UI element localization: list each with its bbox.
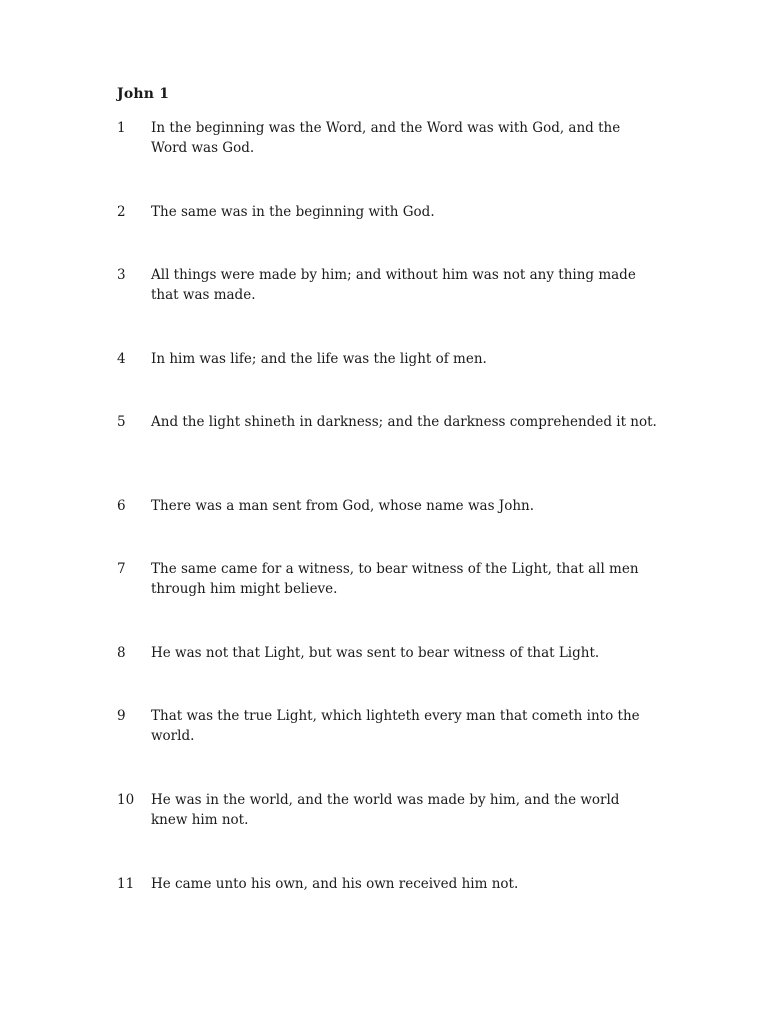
- verse-number: 4: [117, 351, 126, 367]
- verse-text: That was the true Light, which lighteth every man that cometh into the world.: [151, 708, 640, 744]
- verse-number: 5: [117, 414, 126, 430]
- page-title: John 1: [117, 86, 170, 102]
- verse: [117, 706, 657, 746]
- verse-text: He was in the world, and the world was made by him, and the world knew him not.: [151, 792, 620, 828]
- verse-number: 3: [117, 267, 126, 283]
- verse: [117, 496, 657, 516]
- verse-number: 8: [117, 645, 126, 661]
- verse-text: There was a man sent from God, whose name was John.: [151, 498, 535, 514]
- verse: [117, 790, 657, 830]
- verse-text: He was not that Light, but was sent to bear witness of that Light.: [151, 645, 600, 661]
- verse-number: 2: [117, 204, 126, 220]
- verse-number: 11: [117, 876, 135, 892]
- verse: [117, 412, 657, 432]
- verse-text: The same came for a witness, to bear witness of the Light, that all men through him might believe.: [151, 561, 639, 597]
- verse: [117, 874, 657, 894]
- verse-text: All things were made by him; and without him was not any thing made that was made.: [151, 267, 636, 303]
- verse-number: 7: [117, 561, 126, 577]
- verse-number: 9: [117, 708, 126, 724]
- verse-text: In the beginning was the Word, and the Word was with God, and the Word was God.: [151, 120, 621, 156]
- verse: [117, 559, 657, 599]
- verse-number: 10: [117, 792, 135, 808]
- verse: [117, 643, 657, 663]
- verse: [117, 202, 657, 222]
- verse: [117, 265, 657, 305]
- verse: [117, 118, 657, 158]
- verse-number: 6: [117, 498, 126, 514]
- verse-text: The same was in the beginning with God.: [151, 204, 435, 220]
- verse: [117, 349, 657, 369]
- verse-text: And the light shineth in darkness; and the darkness comprehended it not.: [151, 414, 657, 430]
- verse-text: He came unto his own, and his own received him not.: [151, 876, 519, 892]
- verse-text: In him was life; and the life was the light of men.: [151, 351, 487, 367]
- verse-number: 1: [117, 120, 126, 136]
